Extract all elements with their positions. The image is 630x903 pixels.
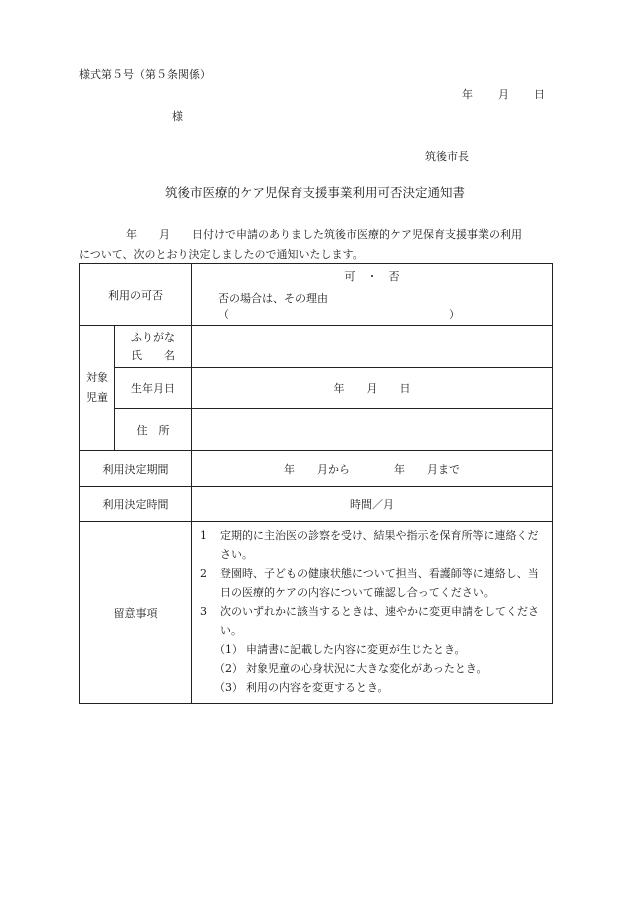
intro-line-2: について、次のとおり決定しましたので通知いたします。 [79,248,364,261]
birthdate-row [80,368,553,409]
form-number: 様式第５号（第５条関係） [79,68,211,81]
note-item [200,602,544,640]
approval-label: 利用の可否 [80,264,192,326]
target-child-label-line1: 対象 [86,371,108,384]
sub-note-item [200,678,544,697]
approval-cell [192,264,553,326]
date-month: 月 [498,88,509,101]
note-item [200,564,544,602]
note-number: 3 [200,605,207,618]
rejection-reason: 否の場合は、その理由（ ） [218,291,460,321]
name-label-cell [115,326,192,368]
address-value [192,409,553,451]
note-number: 2 [200,567,207,580]
sub-note-item [200,659,544,678]
hours-row [80,487,553,522]
sub-note-number: （2） [214,662,243,675]
address-row [80,409,553,451]
note-number: 1 [200,529,207,542]
period-value: 年 月から 年 月まで [192,451,553,487]
notes-label: 留意事項 [80,522,192,704]
birthdate-label: 生年月日 [115,368,192,409]
period-label: 利用決定期間 [80,451,192,487]
document-title: 筑後市医療的ケア児保育支援事業利用可否決定通知書 [164,185,465,200]
sub-note-number: （3） [214,681,243,694]
sub-note-text: 申請書に記載した内容に変更が生じたとき。 [246,643,466,656]
sub-note-text: 対象児童の心身状況に大きな変化があったとき。 [246,662,488,675]
date-day: 日 [534,88,545,101]
sub-note-item [200,640,544,659]
date-year: 年 [462,88,473,101]
decision-table [79,263,553,704]
note-text: 定期的に主治医の診察を受け、結果や指示を保育所等に連絡ください。 [220,529,539,561]
approval-row [80,264,553,326]
approval-value: 可 ・ 否 [344,269,400,283]
sub-note-text: 利用の内容を変更するとき。 [246,681,389,694]
notes-cell [192,522,553,704]
name-value [192,326,553,368]
addressee-suffix: 様 [172,110,183,123]
sub-note-number: （1） [214,643,243,656]
hours-label: 利用決定時間 [80,487,192,522]
issue-date [462,86,545,102]
period-row [80,451,553,487]
furigana-label: ふりがな [131,330,175,344]
intro-line-1: 年 月 日付けで申請のありました筑後市医療的ケア児保育支援事業の利用 [126,228,522,241]
issuer: 筑後市長 [425,150,469,163]
name-row [80,326,553,368]
hours-value: 時間／月 [192,487,553,522]
note-text: 登園時、子どもの健康状態について担当、看護師等に連絡し、当日の医療的ケアの内容について確認し合ってください。 [220,567,539,599]
target-child-label-line2: 児童 [86,391,108,404]
birthdate-value: 年 月 日 [192,368,553,409]
notes-row [80,522,553,704]
name-label: 氏 名 [131,348,175,362]
note-item [200,526,544,564]
target-child-label [80,326,115,451]
note-text: 次のいずれかに該当するときは、速やかに変更申請をしてください。 [220,605,539,637]
address-label: 住 所 [115,409,192,451]
